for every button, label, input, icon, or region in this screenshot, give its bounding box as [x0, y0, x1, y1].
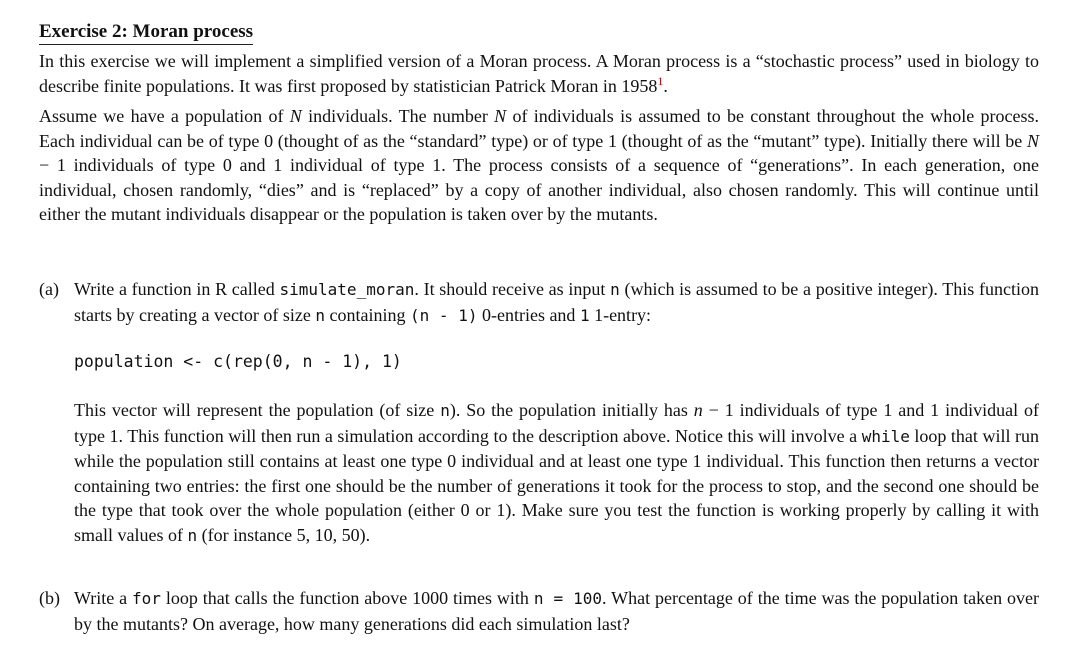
function-name-code: simulate_moran: [279, 280, 415, 299]
exercise-title: Exercise 2: Moran process: [39, 20, 253, 45]
intro-paragraph-1: In this exercise we will implement a simplified version of a Moran process. A Moran process is a “stochastic process” used in biology to describe finite populations. It was first proposed by statistician Patrick Moran in 1958$^1$.: [39, 51, 1039, 96]
part-a-text: Write a function in R called simulate_moran. It should receive as input n (which is assumed to be a positive integer). This function starts by creating a vector of size n containing (n - 1) 0-entries and 1 1-entry:: [74, 279, 1039, 325]
part-a: [39, 277, 1039, 328]
part-b: [39, 586, 1039, 636]
while-keyword: while: [861, 426, 910, 446]
code-snippet: population <- c(rep(0, n - 1), 1): [74, 352, 402, 371]
part-a-label: (a): [39, 279, 59, 299]
part-a-paragraph-2: This vector will represent the population (of size n). So the population initially has n − 1 individuals of type 1 and 1 individual of type 1. This function will then run a simulation according to the description above. Notice this will involve a while loop that will run while the population still contains at least one type 0 individual and at least one type 1 individual. This function then returns a vector containing two entries: the first one should be the number of generations it took for the process to stop, and the second one should be the type that took over the whole population (either 0 or 1). Make sure you test the function is working properly by calling it with small values of n (for instance 5, 10, 50).: [74, 400, 1039, 545]
part-b-text: Write a for loop that calls the function above 1000 times with n = 100. What percentage of the time was the population taken over by the mutants? On average, how many generations did each simulation last?: [74, 588, 1039, 634]
intro-paragraph-2: Assume we have a population of N individuals. The number N of individuals is assumed to be constant throughout the whole process. Each individual can be of type 0 (thought of as the “standard” type) or of type 1 (thought of as the “mutant” type). Initially there will be N − 1 individuals of type 0 and 1 individual of type 1. The process consists of a sequence of “generations”. In each generation, one individual, chosen randomly, “dies” and is “replaced” by a copy of another individual, also chosen randomly. This will continue until either the mutant individuals disappear or the population is taken over by the mutants.: [39, 106, 1039, 224]
part-b-label: (b): [39, 588, 60, 608]
footnote-marker[interactable]: 1: [657, 73, 664, 88]
for-keyword: for: [132, 589, 161, 608]
